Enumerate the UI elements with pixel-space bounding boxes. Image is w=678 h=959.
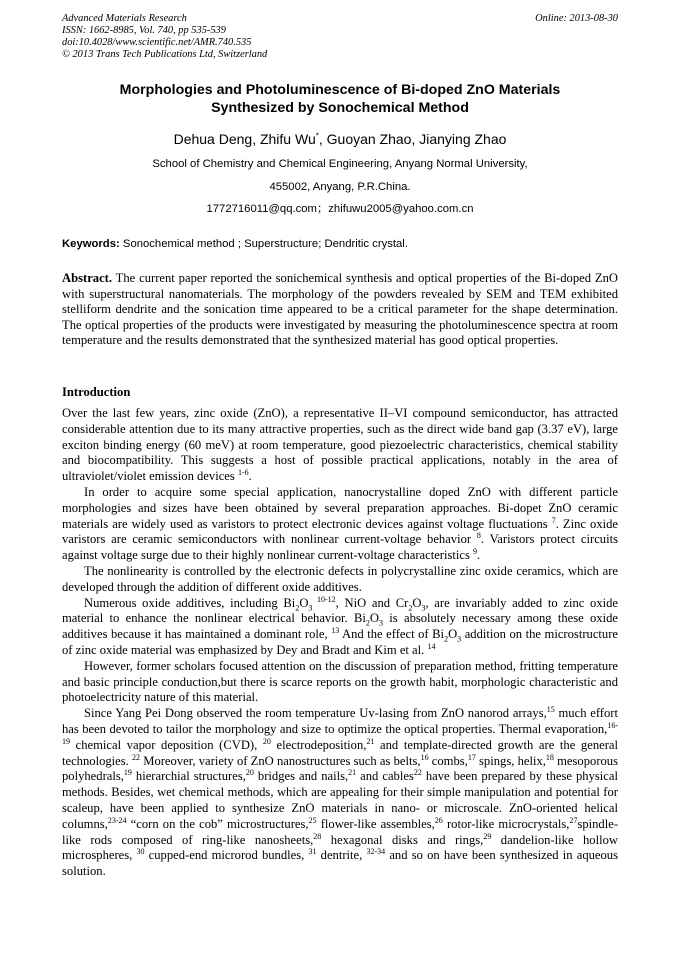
text-run: and template-directed growth are the general technologies.	[62, 737, 618, 768]
citation: 16	[420, 752, 429, 762]
text-run: spings, helix,	[475, 753, 546, 768]
paragraph-6	[62, 706, 618, 880]
text-run: rotor-like microcrystals,	[442, 816, 570, 831]
citation: 21	[366, 736, 375, 746]
text-run: hexagonal disks and rings,	[321, 832, 484, 847]
title-line-1: Morphologies and Photoluminescence of Bi-doped ZnO Materials	[119, 82, 561, 98]
citation: 30	[136, 847, 145, 857]
text-run: O	[448, 627, 458, 642]
citation: 16-19	[62, 720, 618, 746]
text-run: , NiO and Cr	[335, 595, 409, 610]
citation: 28	[313, 831, 322, 841]
citation: 21	[348, 768, 357, 778]
citation: 20	[245, 768, 254, 778]
text-run: cupped-end microrod bundles,	[144, 848, 309, 863]
citation: 31	[308, 847, 317, 857]
text-run: In order to acquire some special application, nanocrystalline doped ZnO with different particle morphologies and sizes have been obtained by several preparation approaches. Bi-dopet ZnO ceramic materials are widely used as varistors to protect electronic devices against voltage fluctuations	[62, 484, 618, 531]
citation: 20	[262, 736, 271, 746]
text-run: is absolutely necessary among these oxide additives because it has maintained a dominant role,	[62, 611, 618, 642]
abstract	[62, 271, 618, 349]
keywords	[62, 237, 618, 251]
citation: 15	[546, 704, 555, 714]
citation: 17	[467, 752, 476, 762]
title-line-2: Synthesized by Sonochemical Method	[211, 100, 469, 116]
citation: 18	[545, 752, 554, 762]
subscript: 3	[457, 634, 462, 644]
subscript: 2	[408, 603, 413, 613]
paragraph-1	[62, 406, 618, 485]
citation: 9	[473, 546, 478, 556]
text-run: hierarchial structures,	[131, 769, 246, 784]
text-run: “corn on the cob” microstructures,	[126, 816, 309, 831]
corresponding-mark: *	[315, 131, 319, 141]
text-run: bridges and nails,	[253, 769, 349, 784]
subscript: 2	[444, 634, 449, 644]
text-run: mesoporous polyhedrals,	[62, 753, 619, 784]
citation: 14	[427, 641, 436, 651]
subscript: 3	[421, 603, 426, 613]
text-run: electrodeposition,	[270, 737, 367, 752]
text-run: . Zinc oxide varistors are ceramic semiconductors with nonlinear current-voltage behavior	[62, 516, 618, 547]
text-run: .	[477, 548, 481, 563]
text-run: , are invariably added to zinc oxide material to enhance the nonlinear electrical behavior. Bi	[62, 595, 619, 626]
text-run: O	[369, 611, 379, 626]
text-run: and so on have been synthesized in aqueous solution.	[62, 848, 619, 879]
text-run: chemical vapor deposition (CVD),	[70, 737, 263, 752]
doi: doi:10.4028/www.scientific.net/AMR.740.535	[62, 37, 252, 48]
author-emails: 1772716011@qq.com；zhifuwu2005@yahoo.com.cn	[206, 203, 474, 215]
text-run: and cables	[356, 769, 414, 784]
text-run: spindle-like rods composed of ring-like nanosheets,	[62, 816, 619, 847]
subscript: 3	[308, 603, 313, 613]
authors-part-1: Dehua Deng, Zhifu Wu	[173, 131, 316, 147]
keywords-text: Sonochemical method ; Superstructure; Dendritic crystal.	[119, 238, 408, 250]
citation: 26	[434, 815, 443, 825]
text-run: dentrite,	[316, 848, 367, 863]
subscript: 3	[378, 618, 383, 628]
citation: 13	[331, 625, 340, 635]
citation: 8	[476, 531, 481, 541]
copyright: © 2013 Trans Tech Publications Ltd, Switzerland	[62, 49, 268, 60]
citation: 29	[483, 831, 492, 841]
authors-part-2: , Guoyan Zhao, Jianying Zhao	[318, 131, 507, 147]
citation: 7	[551, 515, 556, 525]
text-run: much effort has been devoted to tailor the morphology and size to optimize the optical properties. Thermal evaporation,	[62, 706, 618, 736]
affiliation-line-1: School of Chemistry and Chemical Engineering, Anyang Normal University,	[152, 158, 528, 170]
online-date: Online: 2013-08-30	[535, 13, 618, 24]
text-run: have been prepared by these physical methods. Besides, wet chemical methods, which are appealing for their simple manipulation and potential for scaleup, have been applied to synthesize ZnO materials in nano- or microscale. ZnO-oriented helical columns,	[62, 769, 618, 831]
citation: 25	[308, 815, 317, 825]
text-run: O	[412, 595, 422, 610]
abstract-label: Abstract.	[62, 271, 113, 285]
introduction-body	[62, 406, 618, 880]
journal-header	[62, 13, 618, 61]
text-run: And the effect of Bi	[339, 627, 445, 642]
citation: 22	[413, 768, 422, 778]
citation: 1-6	[237, 468, 249, 477]
citation: 10-12	[312, 594, 336, 604]
text-run: combs,	[428, 753, 468, 768]
keywords-label: Keywords:	[62, 238, 120, 250]
section-heading: Introduction	[62, 385, 131, 399]
paragraph-2	[62, 485, 618, 564]
text-run: Since Yang Pei Dong observed the room temperature Uv-lasing from ZnO nanorod arrays,	[84, 706, 547, 721]
paragraph-4	[62, 596, 618, 659]
paper-title	[62, 81, 618, 117]
text-run: flower-like assembles,	[316, 816, 435, 831]
text-run: Numerous oxide additives, including Bi	[84, 595, 296, 610]
citation: 32-34	[366, 847, 386, 857]
text-run: Moreover, variety of ZnO nanostructures such as belts,	[140, 753, 421, 768]
paragraph-3: The nonlinearity is controlled by the electronic defects in polycrystalline zinc oxide ceramics, which are developed through the addition of different oxide additives.	[62, 563, 618, 594]
citation: 27	[569, 815, 578, 825]
text-run: . Varistors protect circuits against voltage surge due to their highly nonlinear current-voltage characteristics	[62, 532, 618, 563]
text-run: dandelion-like hollow microspheres,	[62, 832, 618, 863]
subscript: 2	[365, 618, 370, 628]
subscript: 2	[295, 603, 300, 613]
citation: 22	[132, 752, 141, 762]
text-run: addition on the microstructure of zinc oxide material was emphasized by Dey and Bradt and Kim et al.	[62, 627, 618, 657]
text-run: .	[248, 469, 252, 484]
journal-name: Advanced Materials Research	[62, 13, 187, 24]
abstract-text: The current paper reported the sonichemical synthesis and optical properties of the Bi-doped ZnO with superstructural nanomaterials. The morphology of the powders revealed by SEM and TEM exhibited stelliform dendrite and the sonication time appeared to be a critical parameter for the shape determination. The optical properties of the products were investigated by measuring the photoluminescence spectra at room temperature and the results demonstrated that the synthesized material has good optical properties.	[62, 271, 618, 348]
citation: 23-24	[107, 815, 127, 825]
text-run: O	[299, 595, 309, 610]
author-list	[62, 130, 618, 148]
paragraph-5: However, former scholars focused attention on the discussion of preparation method, fritting temperature and basic principle conduction,but there is scarce reports on the growth habit, morphologic characteristic and photoelectricity nature of this material.	[62, 658, 618, 705]
text-run: Over the last few years, zinc oxide (ZnO), a representative II–VI compound semiconductor, has attracted considerable attention due to its many attractive properties, such as the direct wide band gap (3.37 eV), large exciton binding energy (60 meV) at room temperature, good piezoelectric characteristics, chemical stability and biocompatibility. This suggests a host of possible practical applications, notably in the area of ultraviolet/violet emission devices	[62, 406, 618, 484]
affiliation-line-2: 455002, Anyang, P.R.China.	[269, 181, 411, 193]
issn: ISSN: 1662-8985, Vol. 740, pp 535-539	[62, 25, 226, 36]
citation: 19	[123, 768, 132, 778]
